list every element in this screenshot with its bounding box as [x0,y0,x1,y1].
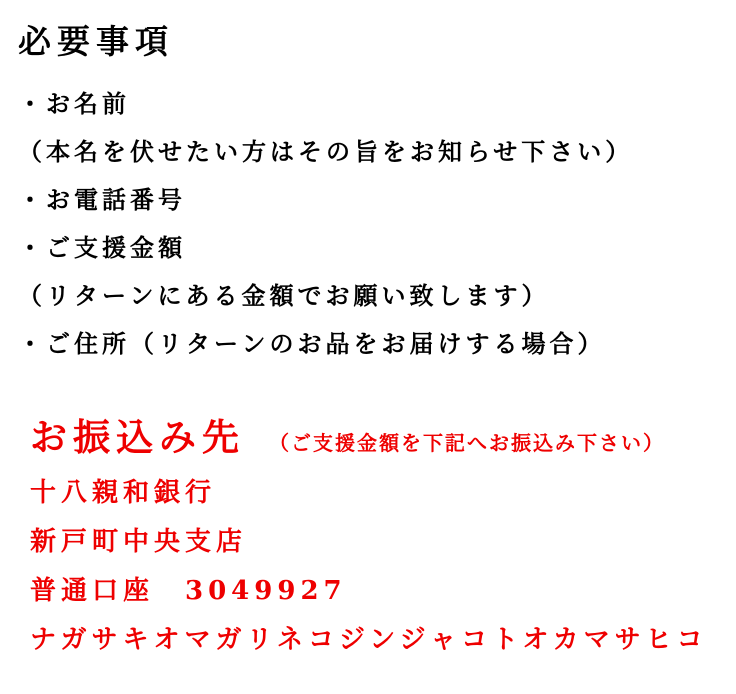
bank-transfer-subtitle: （ご支援金額を下記へお振込み下さい） [269,431,665,456]
branch-name: 新戸町中央支店 [30,526,248,557]
required-item-amount-note: （リターンにある金額でお願い致します） [18,281,550,311]
bank-transfer-header [30,416,726,459]
bank-transfer-section [30,416,726,665]
required-info-title: 必要事項 [18,22,174,61]
required-item-amount: ・ご支援金額 [18,233,186,263]
bank-transfer-title: お振込み先 [30,415,245,460]
required-item-address: ・ご住所（リターンのお品をお届けする場合） [18,329,606,359]
bank-name: 十八親和銀行 [30,477,217,508]
required-item-name-note: （本名を伏せたい方はその旨をお知らせ下さい） [18,137,634,167]
account-type-and-number: 普通口座 3049927 [30,575,347,606]
required-item-name: ・お名前 [18,89,130,119]
required-item-phone: ・お電話番号 [18,185,186,215]
bank-details [30,469,726,665]
account-holder: ナガサキオマガリネコジンジャコトオカマサヒコ [30,624,708,655]
required-info-section [18,24,726,368]
